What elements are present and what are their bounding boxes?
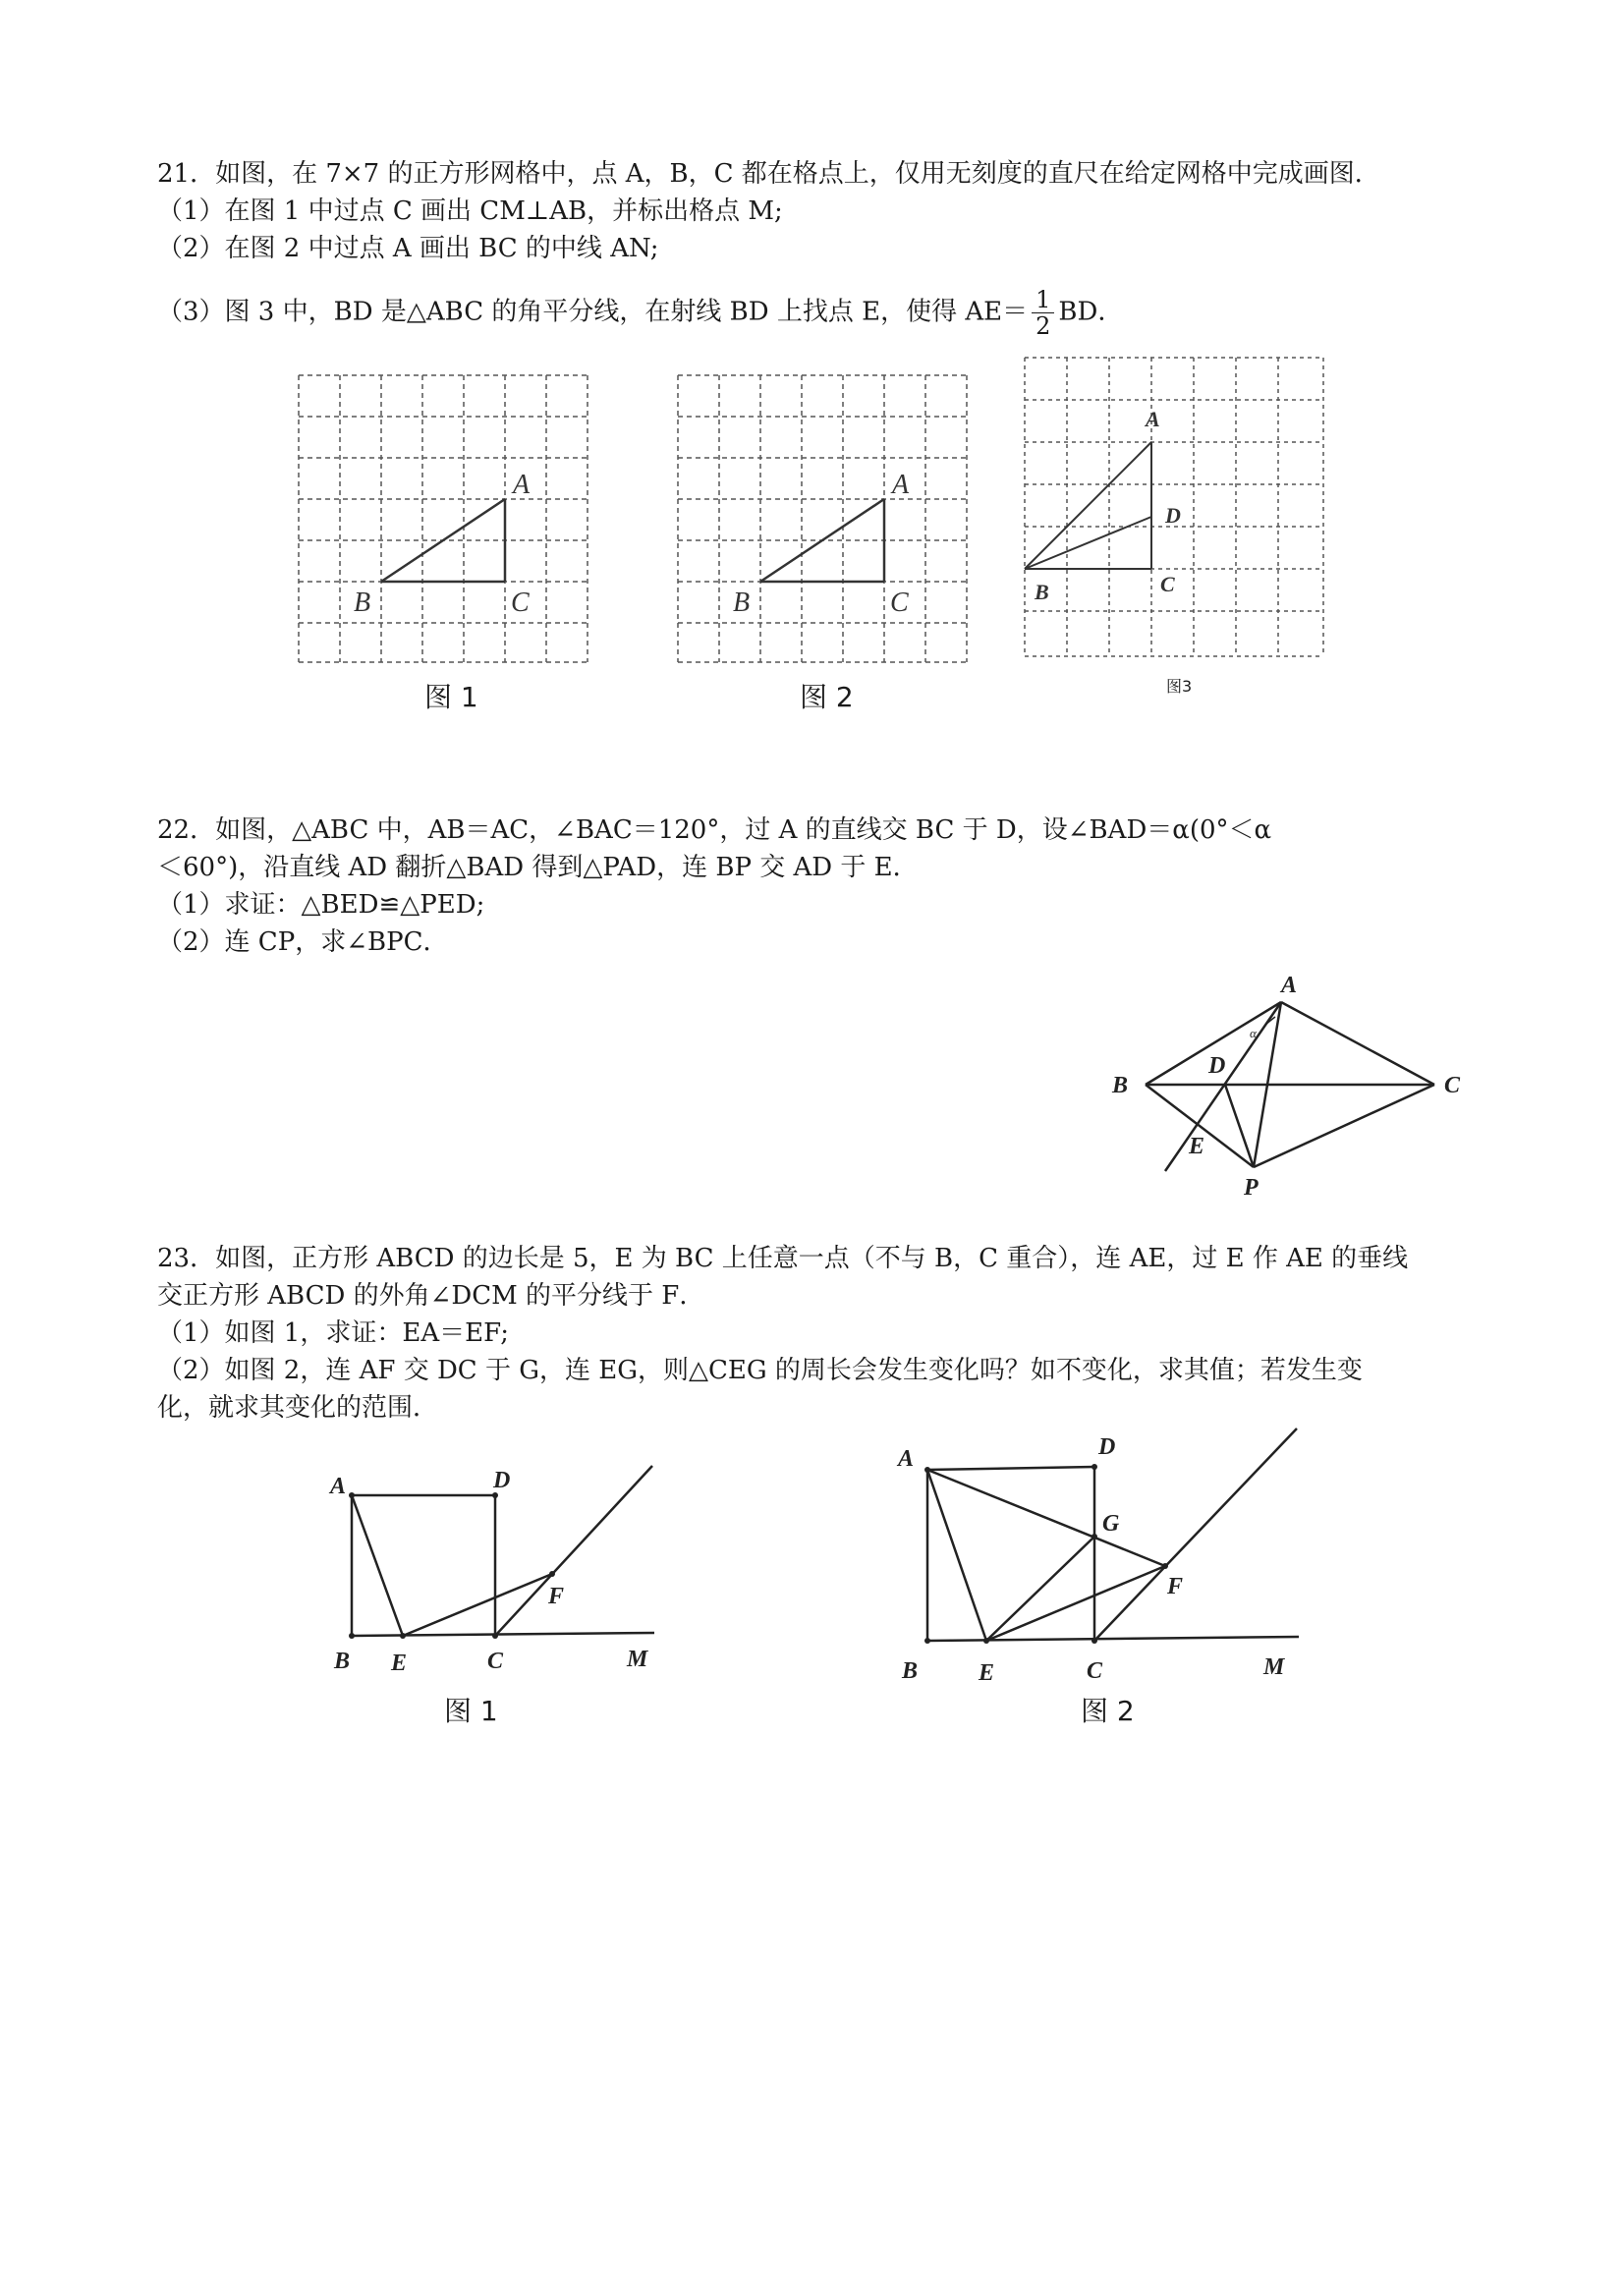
q21-line-4-tail: BD． xyxy=(1058,297,1124,327)
q23-figure-2 xyxy=(890,1421,1313,1696)
label-c: C xyxy=(1444,1073,1461,1098)
label-a: A xyxy=(898,1446,915,1472)
label-a: A xyxy=(330,1474,347,1499)
q23-line-5: 化，就求其变化的范围． xyxy=(157,1393,439,1423)
label-m: M xyxy=(1263,1654,1285,1680)
q21-line-2: （1）在图 1 中过点 C 画出 CM⊥AB，并标出格点 M; xyxy=(157,196,783,226)
label-b: B xyxy=(1112,1073,1129,1098)
q21-figure-3 xyxy=(1023,356,1329,662)
label-b: B xyxy=(334,1649,351,1674)
triangle-abc-bisector xyxy=(1025,442,1151,569)
q23-line-3: （1）如图 1，求证：EA＝EF; xyxy=(157,1318,509,1348)
q22-line-2: ＜60°)，沿直线 AD 翻折△BAD 得到△PAD，连 BP 交 AD 于 E． xyxy=(157,853,919,882)
fraction-one-half xyxy=(1032,287,1054,339)
label-f: F xyxy=(1167,1574,1184,1599)
q21-line-4 xyxy=(157,287,1123,339)
q22-line-1: 22．如图，△ABC 中，AB＝AC，∠BAC＝120°，过 A 的直线交 BC 于 D，设∠BAD＝α(0°＜α xyxy=(157,815,1272,845)
label-e: E xyxy=(1189,1134,1205,1159)
fraction-numerator: 1 xyxy=(1032,287,1054,313)
label-d: D xyxy=(1165,503,1181,528)
q21-fig1-caption: 图 1 xyxy=(424,681,478,713)
q23-line-2: 交正方形 ABCD 的外角∠DCM 的平分线于 F． xyxy=(157,1281,705,1311)
q23-fig2-caption: 图 2 xyxy=(1081,1695,1135,1727)
label-b: B xyxy=(902,1658,919,1684)
grid-lines xyxy=(299,375,588,662)
q21-fig3-caption: 图3 xyxy=(1166,677,1193,696)
label-m: M xyxy=(627,1647,648,1672)
label-c: C xyxy=(1160,572,1175,596)
q23-fig1-caption: 图 1 xyxy=(444,1695,498,1727)
q21-line-4-text: （3）图 3 中，BD 是△ABC 的角平分线，在射线 BD 上找点 E，使得 AE＝ xyxy=(157,297,1029,327)
q22-line-4: （2）连 CP，求∠BPC． xyxy=(157,927,449,957)
label-alpha: α xyxy=(1250,1026,1257,1040)
label-b: B xyxy=(733,588,751,618)
label-b: B xyxy=(1035,580,1049,604)
q21-fig2-caption: 图 2 xyxy=(800,681,854,713)
label-a: A xyxy=(892,470,910,500)
q22-line-3: （1）求证：△BED≌△PED; xyxy=(157,890,485,920)
q21-line-3: （2）在图 2 中过点 A 画出 BC 的中线 AN; xyxy=(157,234,659,263)
label-f: F xyxy=(548,1584,565,1609)
label-c: C xyxy=(890,588,909,618)
label-c: C xyxy=(487,1649,504,1674)
q23-line-4: （2）如图 2，连 AF 交 DC 于 G，连 EG，则△CEG 的周长会发生变化吗？如不变化，求其值；若发生变 xyxy=(157,1356,1363,1385)
fraction-denominator: 2 xyxy=(1035,312,1051,340)
q21-figure-2 xyxy=(674,371,974,666)
grid-lines xyxy=(678,375,967,662)
label-e: E xyxy=(391,1651,408,1676)
label-c: C xyxy=(1087,1658,1103,1684)
label-a: A xyxy=(1281,973,1298,998)
q23-line-1: 23．如图，正方形 ABCD 的边长是 5，E 为 BC 上任意一点（不与 B，C 重合），连 AE，过 E 作 AE 的垂线 xyxy=(157,1244,1409,1273)
q21-figure-1 xyxy=(295,371,594,666)
label-c: C xyxy=(511,588,530,618)
q23-figure-1 xyxy=(320,1454,674,1690)
label-p: P xyxy=(1244,1175,1259,1201)
label-g: G xyxy=(1102,1511,1120,1537)
label-b: B xyxy=(354,588,371,618)
label-a: A xyxy=(513,470,531,500)
vertex-dots xyxy=(349,1492,555,1639)
q21-line-1: 21．如图，在 7×7 的正方形网格中，点 A，B，C 都在格点上，仅用无刻度的直尺在给定网格中完成画图． xyxy=(157,159,1380,189)
label-d: D xyxy=(493,1468,511,1493)
q22-figure xyxy=(1100,963,1493,1208)
label-d: D xyxy=(1098,1434,1116,1460)
label-e: E xyxy=(979,1660,995,1686)
label-d: D xyxy=(1208,1053,1226,1079)
label-a: A xyxy=(1146,407,1160,431)
